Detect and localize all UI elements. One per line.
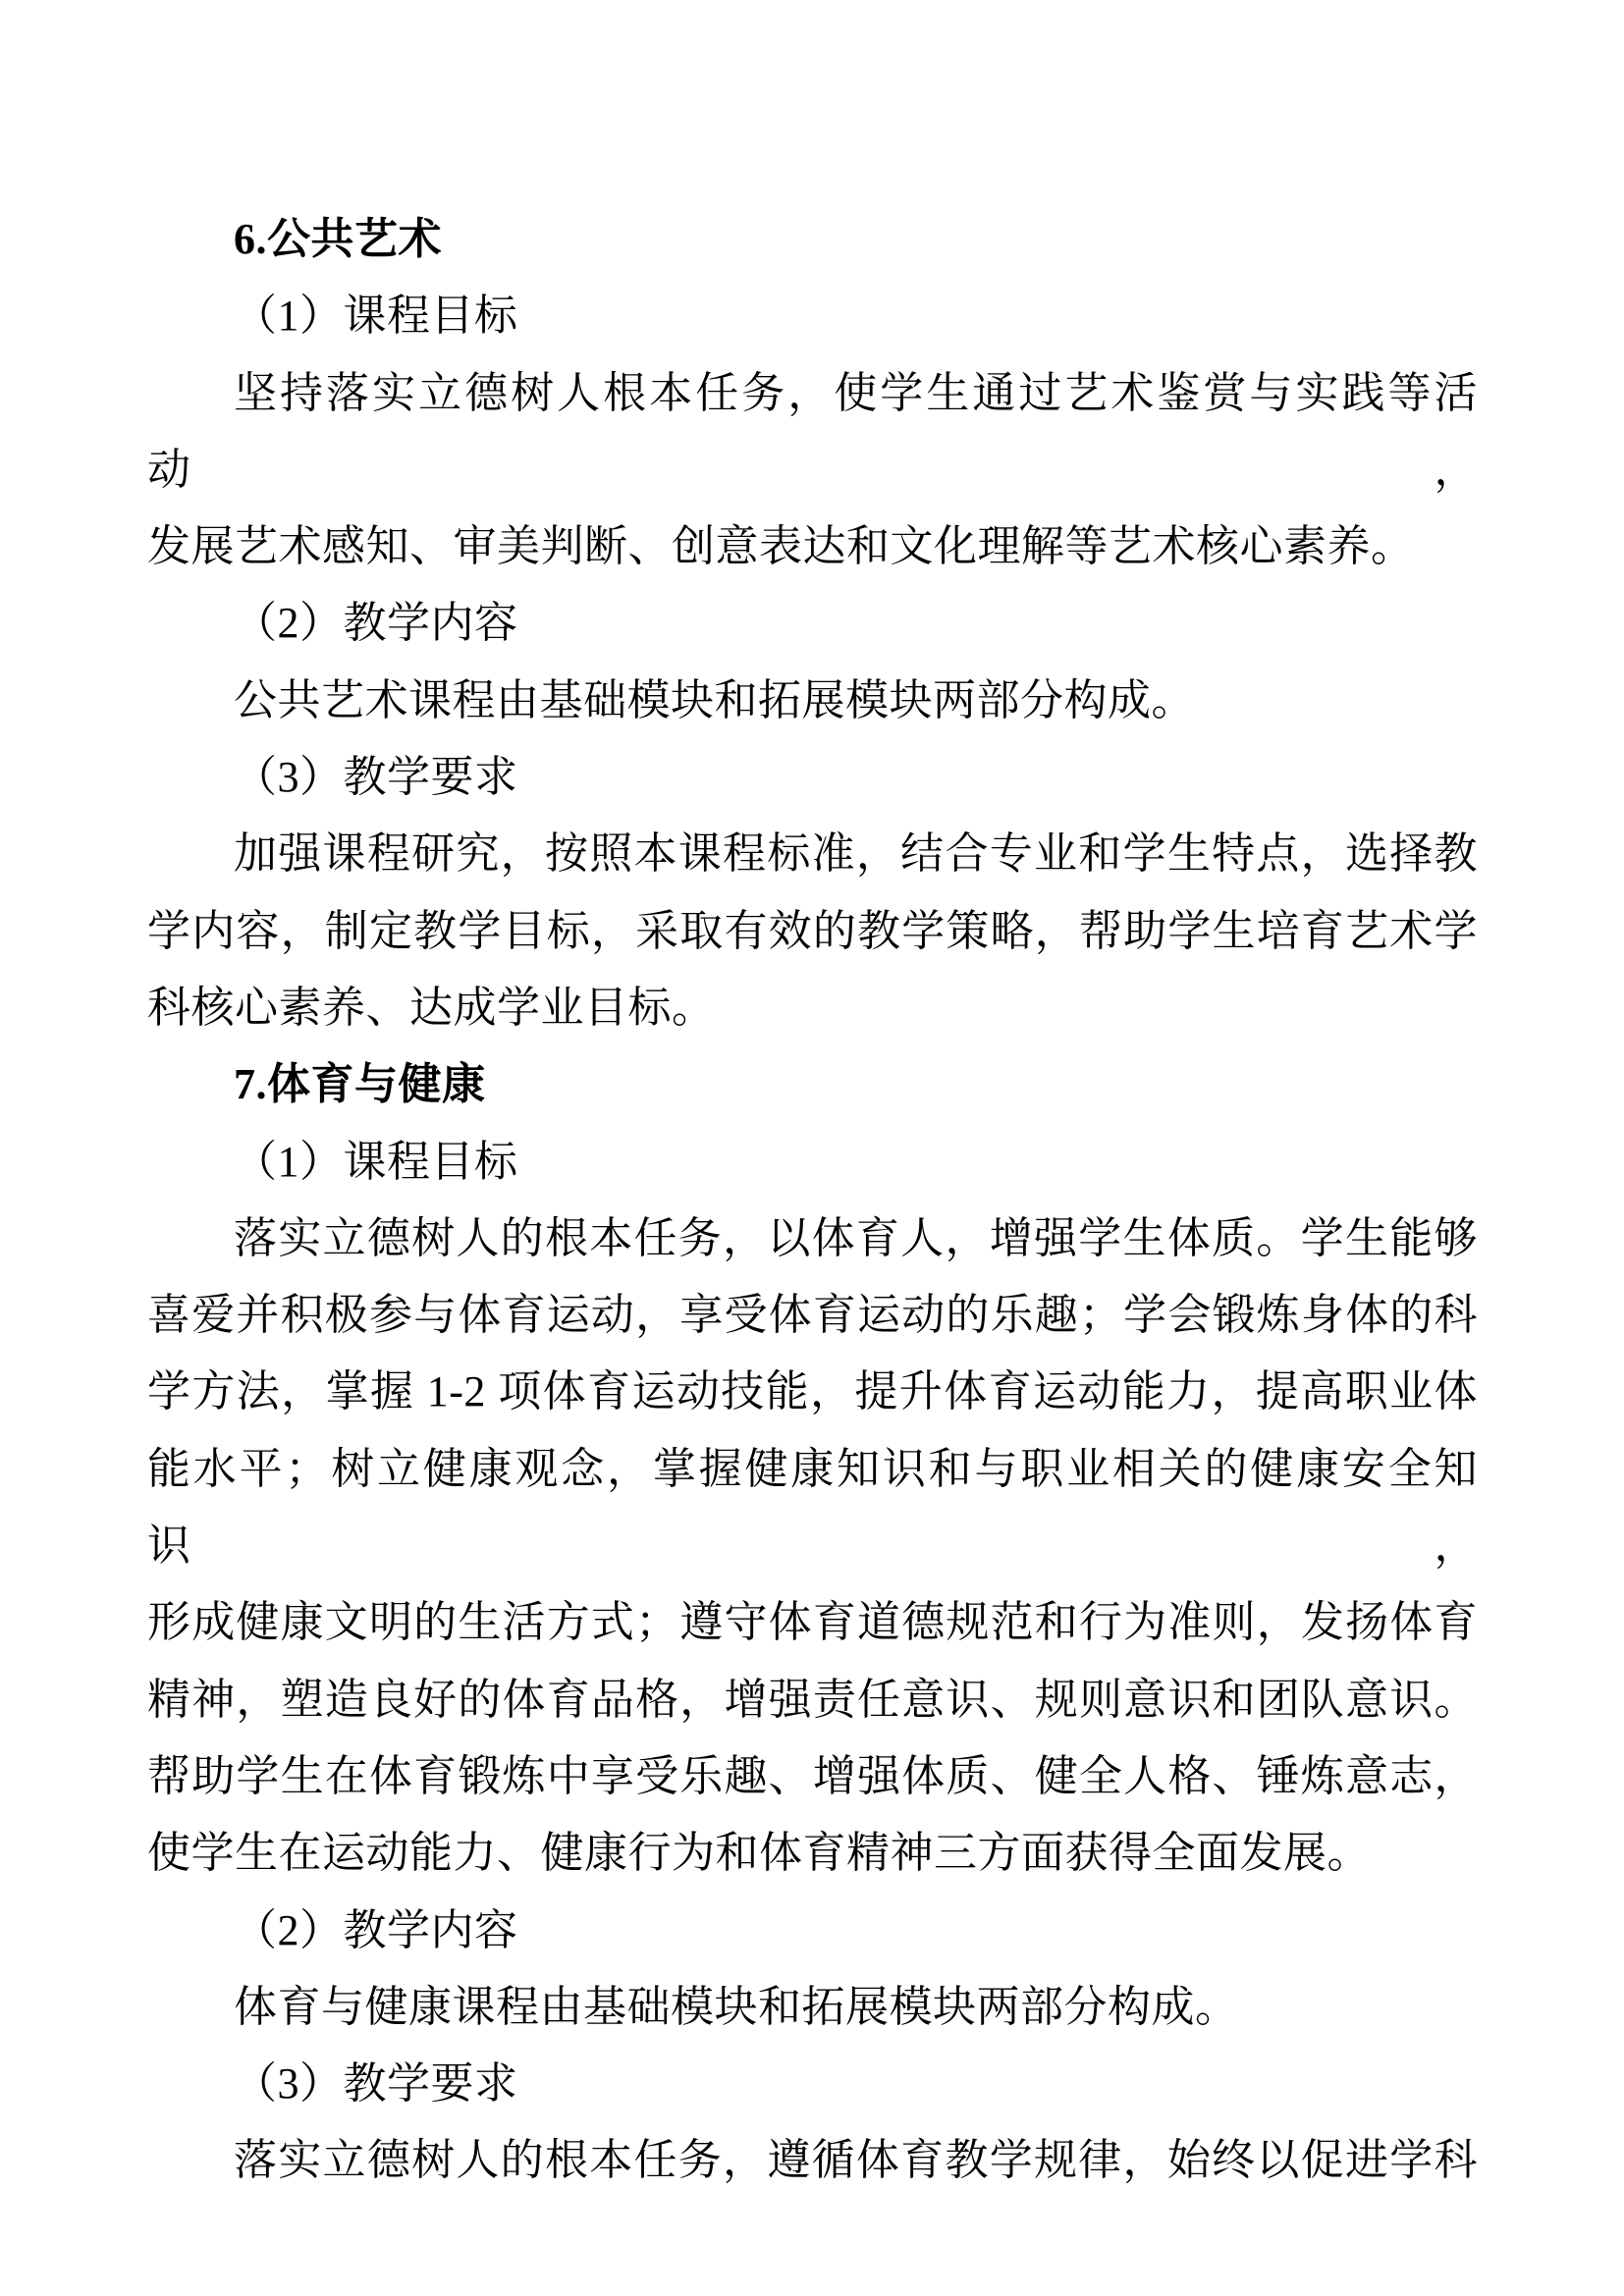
text-line: 落实立德树人的根本任务，遵循体育教学规律，始终以促进学科 [234, 2136, 1478, 2185]
section-heading-public-art: 6.公共艺术 [234, 215, 442, 263]
subheading-course-goal: （1）课程目标 [234, 1137, 518, 1186]
text-line: 喜爱并积极参与体育运动，享受体育运动的乐趣；学会锻炼身体的科 [147, 1291, 1478, 1340]
subheading-teaching-require: （3）教学要求 [234, 2059, 518, 2109]
text-line: 坚持落实立德树人根本任务，使学生通过艺术鉴赏与实践等活动， [147, 368, 1478, 494]
text-line: 加强课程研究，按照本课程标准，结合专业和学生特点，选择教 [234, 829, 1478, 879]
text-line: 形成健康文明的生活方式；遵守体育道德规范和行为准则，发扬体育 [147, 1598, 1478, 1647]
text-line: 公共艺术课程由基础模块和拓展模块两部分构成。 [234, 675, 1195, 724]
text-line: 体育与健康课程由基础模块和拓展模块两部分构成。 [234, 1982, 1239, 2031]
text-line: 精神，塑造良好的体育品格，增强责任意识、规则意识和团队意识。 [147, 1675, 1478, 1724]
document-content [147, 201, 1478, 2200]
text-line: 帮助学生在体育锻炼中享受乐趣、增强体质、健全人格、锤炼意志， [147, 1751, 1478, 1800]
text-line: 学内容，制定教学目标，采取有效的教学策略，帮助学生培育艺术学 [147, 906, 1478, 955]
text-line: 科核心素养、达成学业目标。 [147, 983, 716, 1032]
text-line: 学方法，掌握 1-2 项体育运动技能，提升体育运动能力，提高职业体 [147, 1367, 1478, 1416]
subheading-teaching-content: （2）教学内容 [234, 599, 518, 648]
subheading-teaching-require: （3）教学要求 [234, 753, 518, 802]
text-line: 落实立德树人的根本任务，以体育人，增强学生体质。学生能够 [234, 1213, 1478, 1262]
section-heading-pe-health: 7.体育与健康 [234, 1060, 486, 1109]
text-line: 发展艺术感知、审美判断、创意表达和文化理解等艺术核心素养。 [147, 522, 1415, 571]
text-line: 使学生在运动能力、健康行为和体育精神三方面获得全面发展。 [147, 1829, 1371, 1878]
text-line: 能水平；树立健康观念，掌握健康知识和与职业相关的健康安全知识， [147, 1444, 1478, 1571]
subheading-course-goal: （1）课程目标 [234, 292, 518, 341]
subheading-teaching-content: （2）教学内容 [234, 1905, 518, 1954]
